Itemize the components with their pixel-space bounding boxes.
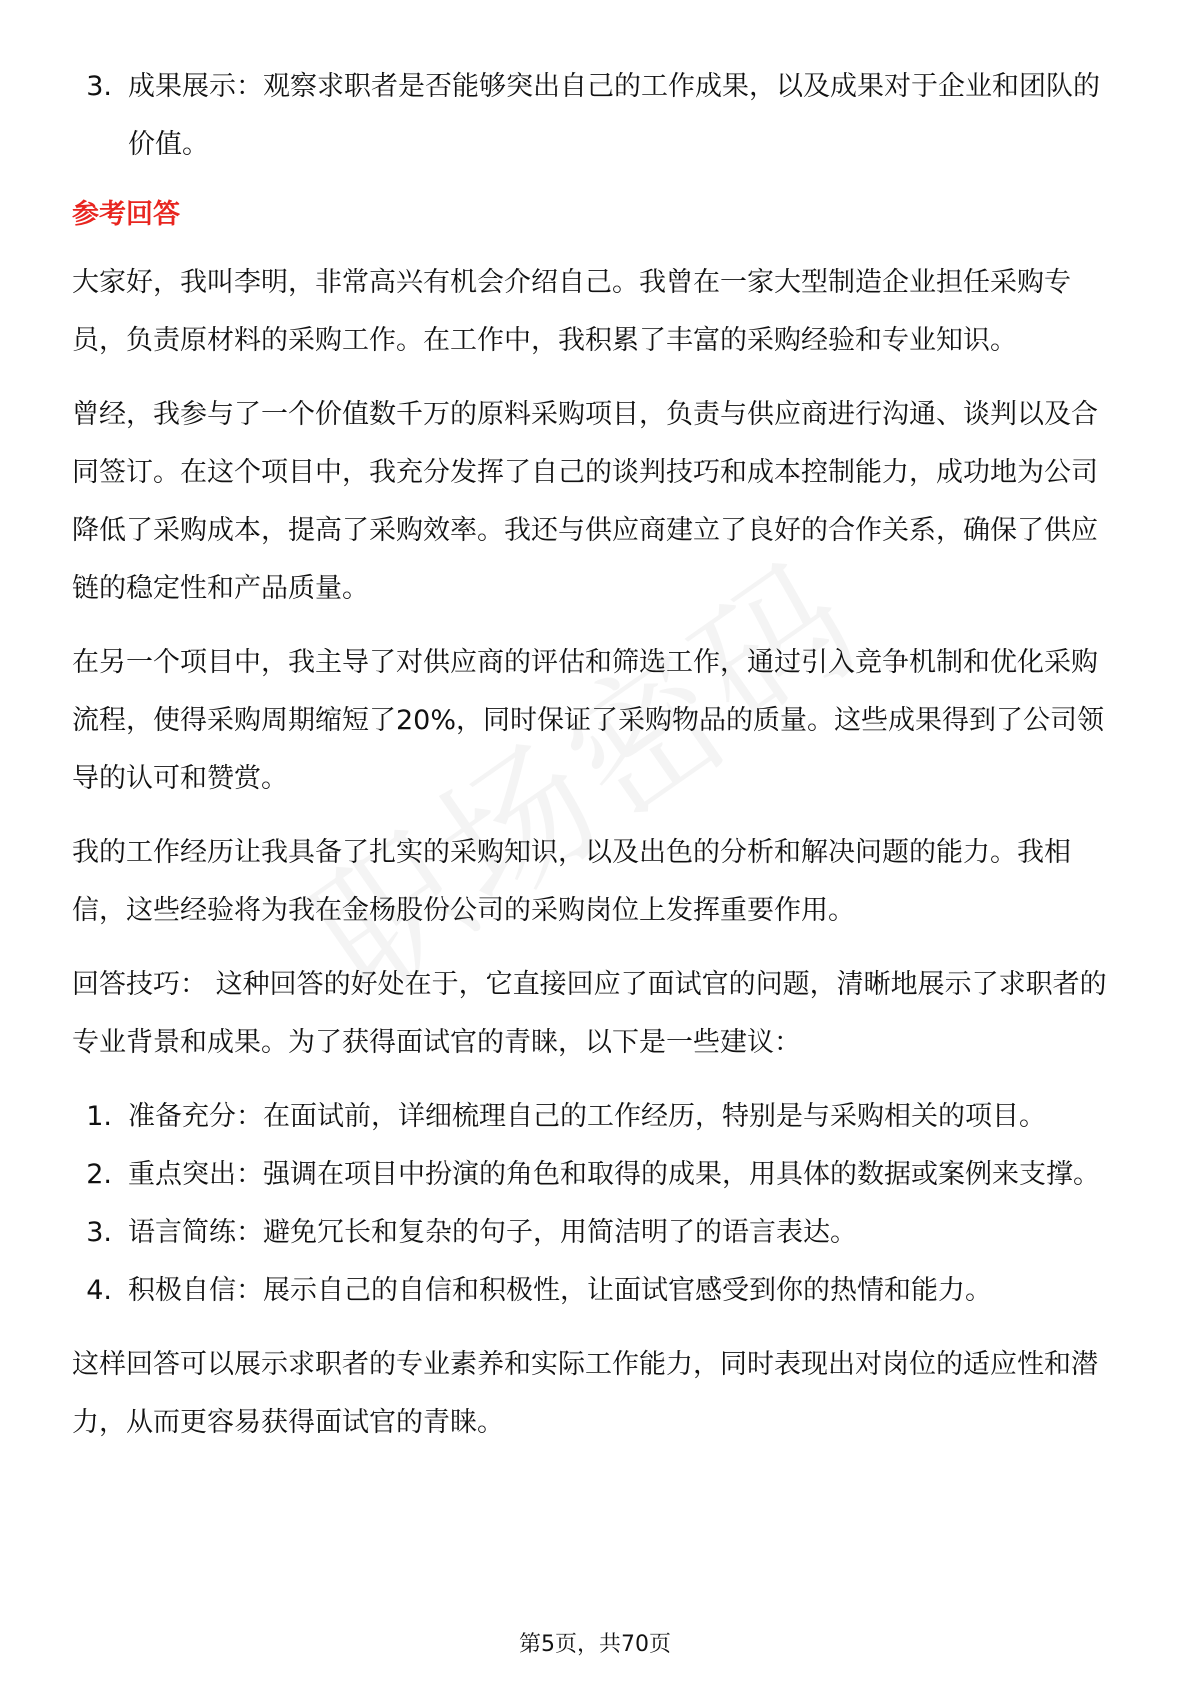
list-item <box>72 1204 1122 1262</box>
list-number: 3. <box>86 1217 112 1248</box>
paragraph-summary: 我的工作经历让我具备了扎实的采购知识，以及出色的分析和解决问题的能力。我相信，这些经验将为我在金杨股份公司的采购岗位上发挥重要作用。 <box>72 837 1071 926</box>
list-text: 积极自信：展示自己的自信和积极性，让面试官感受到你的热情和能力。 <box>128 1275 992 1306</box>
list-number: 2. <box>86 1159 112 1190</box>
paragraph-closing: 这样回答可以展示求职者的专业素养和实际工作能力，同时表现出对岗位的适应性和潜力，从而更容易获得面试官的青睐。 <box>72 1349 1098 1438</box>
paragraph-project-1: 曾经，我参与了一个价值数千万的原料采购项目，负责与供应商进行沟通、谈判以及合同签订。在这个项目中，我充分发挥了自己的谈判技巧和成本控制能力，成功地为公司降低了采购成本，提高了采购效率。我还与供应商建立了良好的合作关系，确保了供应链的稳定性和产品质量。 <box>72 399 1098 604</box>
list-number: 3. <box>86 71 112 102</box>
page-number: 第5页，共70页 <box>519 1632 671 1657</box>
section-heading: 参考回答 <box>72 199 180 230</box>
list-text: 成果展示：观察求职者是否能够突出自己的工作成果，以及成果对于企业和团队的价值。 <box>128 71 1100 160</box>
paragraph-project-2: 在另一个项目中，我主导了对供应商的评估和筛选工作，通过引入竞争机制和优化采购流程，使得采购周期缩短了20%，同时保证了采购物品的质量。这些成果得到了公司领导的认可和赞赏。 <box>72 647 1105 794</box>
list-item <box>72 1262 1122 1320</box>
list-item <box>72 1088 1122 1146</box>
criteria-item <box>72 58 1122 174</box>
list-item <box>72 1146 1122 1204</box>
list-text: 语言简练：避免冗长和复杂的句子，用简洁明了的语言表达。 <box>128 1217 857 1248</box>
page-content <box>72 58 1122 1468</box>
list-number: 4. <box>86 1275 112 1306</box>
tips-list <box>72 1088 1122 1320</box>
list-text: 准备充分：在面试前，详细梳理自己的工作经历，特别是与采购相关的项目。 <box>128 1101 1046 1132</box>
list-number: 1. <box>86 1101 112 1132</box>
paragraph-tips-intro: 回答技巧： 这种回答的好处在于，它直接回应了面试官的问题，清晰地展示了求职者的专业背景和成果。为了获得面试官的青睐，以下是一些建议： <box>72 969 1107 1058</box>
paragraph-intro: 大家好，我叫李明，非常高兴有机会介绍自己。我曾在一家大型制造企业担任采购专员，负责原材料的采购工作。在工作中，我积累了丰富的采购经验和专业知识。 <box>72 267 1071 356</box>
list-text: 重点突出：强调在项目中扮演的角色和取得的成果，用具体的数据或案例来支撑。 <box>128 1159 1100 1190</box>
